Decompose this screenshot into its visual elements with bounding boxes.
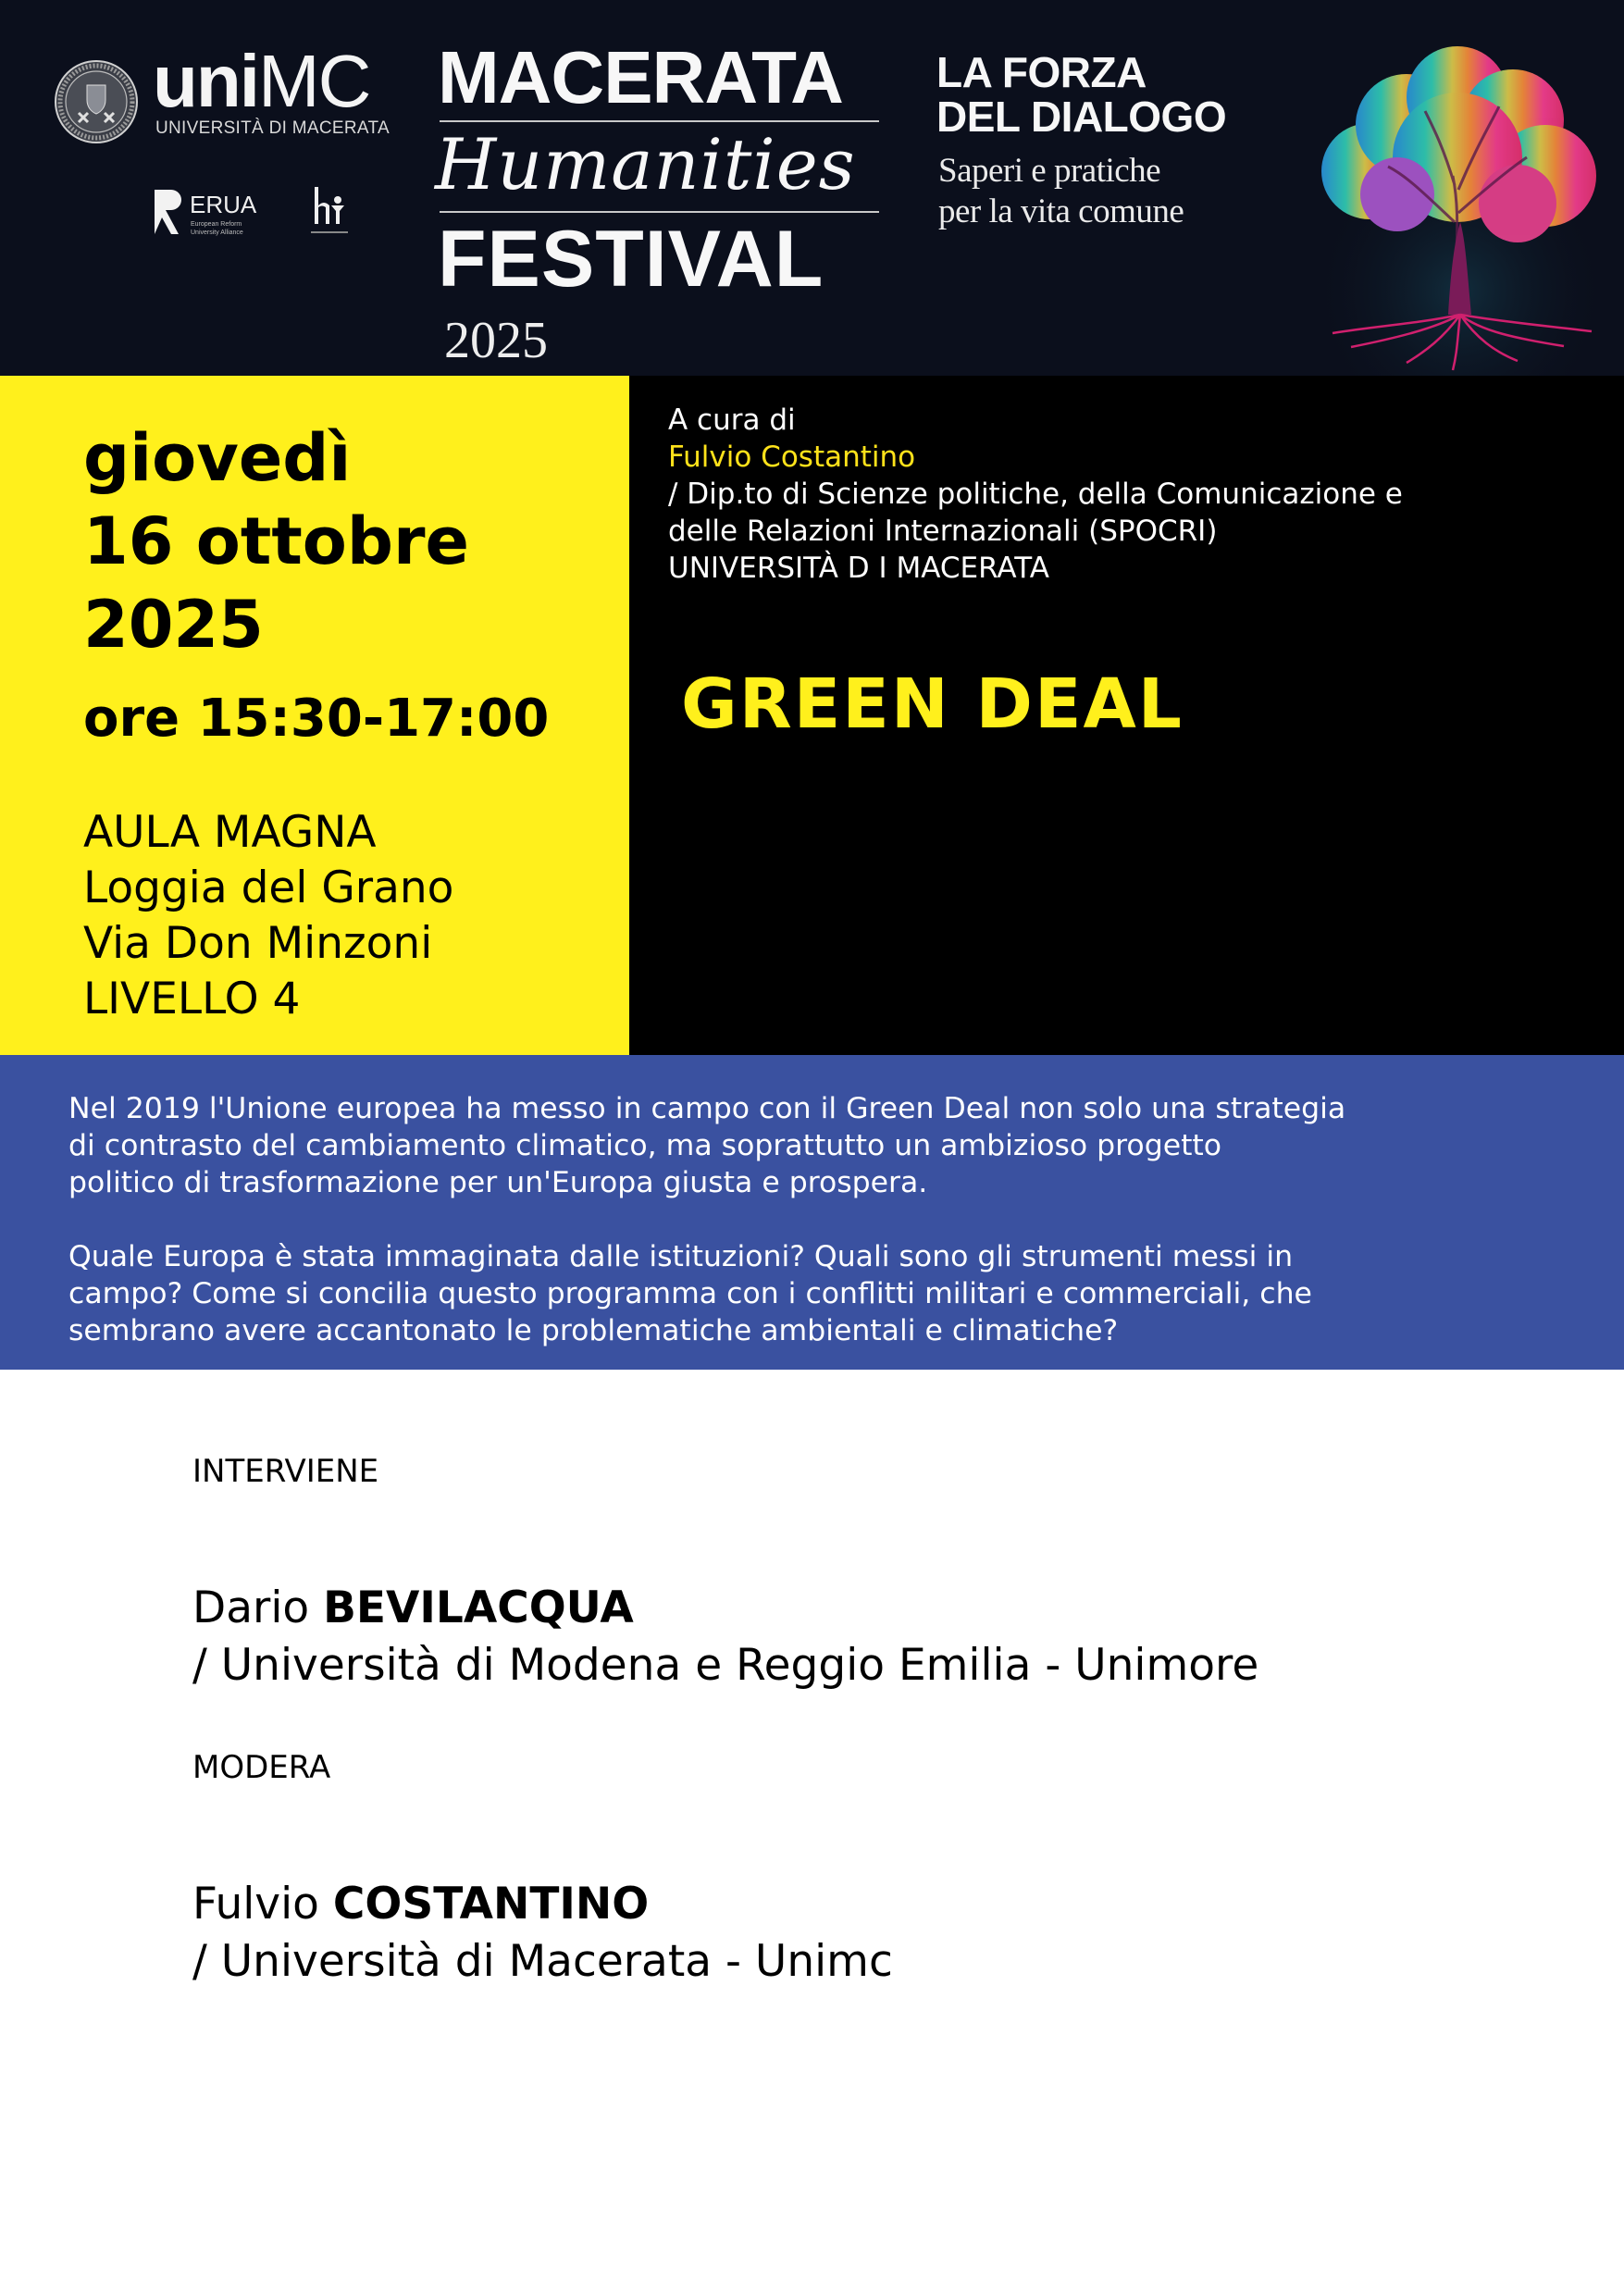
curator-info bbox=[668, 402, 1403, 587]
date-venue-panel bbox=[0, 376, 629, 1055]
festival-year: 2025 bbox=[444, 312, 548, 369]
hr-excellence-icon bbox=[311, 185, 348, 237]
theme-title: LA FORZA DEL DIALOGO bbox=[936, 48, 1227, 141]
theme-subtitle: Saperi e pratiche per la vita comune bbox=[938, 152, 1184, 230]
festival-banner bbox=[0, 0, 1624, 376]
moderator-affiliation: / Università di Macerata - Unimc bbox=[192, 1936, 893, 1987]
erua-logo-icon bbox=[155, 190, 182, 234]
event-date bbox=[83, 416, 469, 666]
moderator bbox=[192, 1876, 893, 1991]
university-name: UNIVERSITÀ DI MACERATA bbox=[155, 118, 390, 138]
speaker bbox=[192, 1580, 1258, 1694]
erua-subtitle: European Reform University Alliance bbox=[191, 221, 243, 236]
curator-label: A cura di bbox=[668, 403, 796, 437]
event-venue bbox=[83, 805, 453, 1027]
university-seal-icon bbox=[54, 59, 139, 144]
curator-title-panel bbox=[629, 376, 1624, 1055]
event-year: 2025 bbox=[83, 587, 264, 663]
abstract-paragraph-1: Nel 2019 l'Unione europea ha messo in campo con il Green Deal non solo una strategia di contrasto del cambiamento climatico, ma soprattutto un ambizioso progetto politico di trasformazione per un'Europa giusta e prospera. bbox=[68, 1092, 1346, 1199]
festival-title-line3: FESTIVAL bbox=[438, 215, 824, 304]
speaker-name: Dario BEVILACQUA bbox=[192, 1582, 634, 1633]
curator-affiliation: / Dip.to di Scienze politiche, della Comunicazione e bbox=[668, 478, 1403, 511]
moderator-name: Fulvio COSTANTINO bbox=[192, 1879, 650, 1930]
speaker-role-label: INTERVIENE bbox=[192, 1453, 379, 1490]
venue-line: Loggia del Grano bbox=[83, 863, 454, 913]
rainbow-tree-icon bbox=[1295, 37, 1624, 376]
divider bbox=[440, 211, 879, 213]
curator-name: Fulvio Costantino bbox=[668, 441, 916, 474]
venue-line: LIVELLO 4 bbox=[83, 974, 301, 1024]
erua-name: ERUA bbox=[190, 191, 257, 218]
speaker-affiliation: / Università di Modena e Reggio Emilia - Unimore bbox=[192, 1640, 1259, 1691]
moderator-role-label: MODERA bbox=[192, 1749, 331, 1786]
unimc-wordmark: uniMC bbox=[153, 40, 370, 122]
abstract-paragraph-2: Quale Europa è stata immaginata dalle istituzioni? Quali sono gli strumenti messi in campo? Come si concilia questo programma con i conflitti militari e commerciali, che sembrano avere accantonato le problematiche ambientali e climatiche? bbox=[68, 1240, 1312, 1347]
venue-line: Via Don Minzoni bbox=[83, 918, 433, 969]
venue-line: AULA MAGNA bbox=[83, 807, 377, 858]
festival-title-line1: MACERATA bbox=[438, 36, 843, 118]
event-time: ore 15:30-17:00 bbox=[83, 689, 550, 749]
event-title: GREEN DEAL bbox=[681, 664, 1184, 744]
curator-affiliation: UNIVERSITÀ D I MACERATA bbox=[668, 552, 1049, 585]
curator-affiliation: delle Relazioni Internazionali (SPOCRI) bbox=[668, 515, 1218, 548]
festival-title-line2: Humanities bbox=[435, 123, 856, 205]
event-weekday: giovedì bbox=[83, 420, 352, 496]
event-day-month: 16 ottobre bbox=[83, 503, 469, 579]
abstract-panel bbox=[0, 1055, 1624, 1370]
